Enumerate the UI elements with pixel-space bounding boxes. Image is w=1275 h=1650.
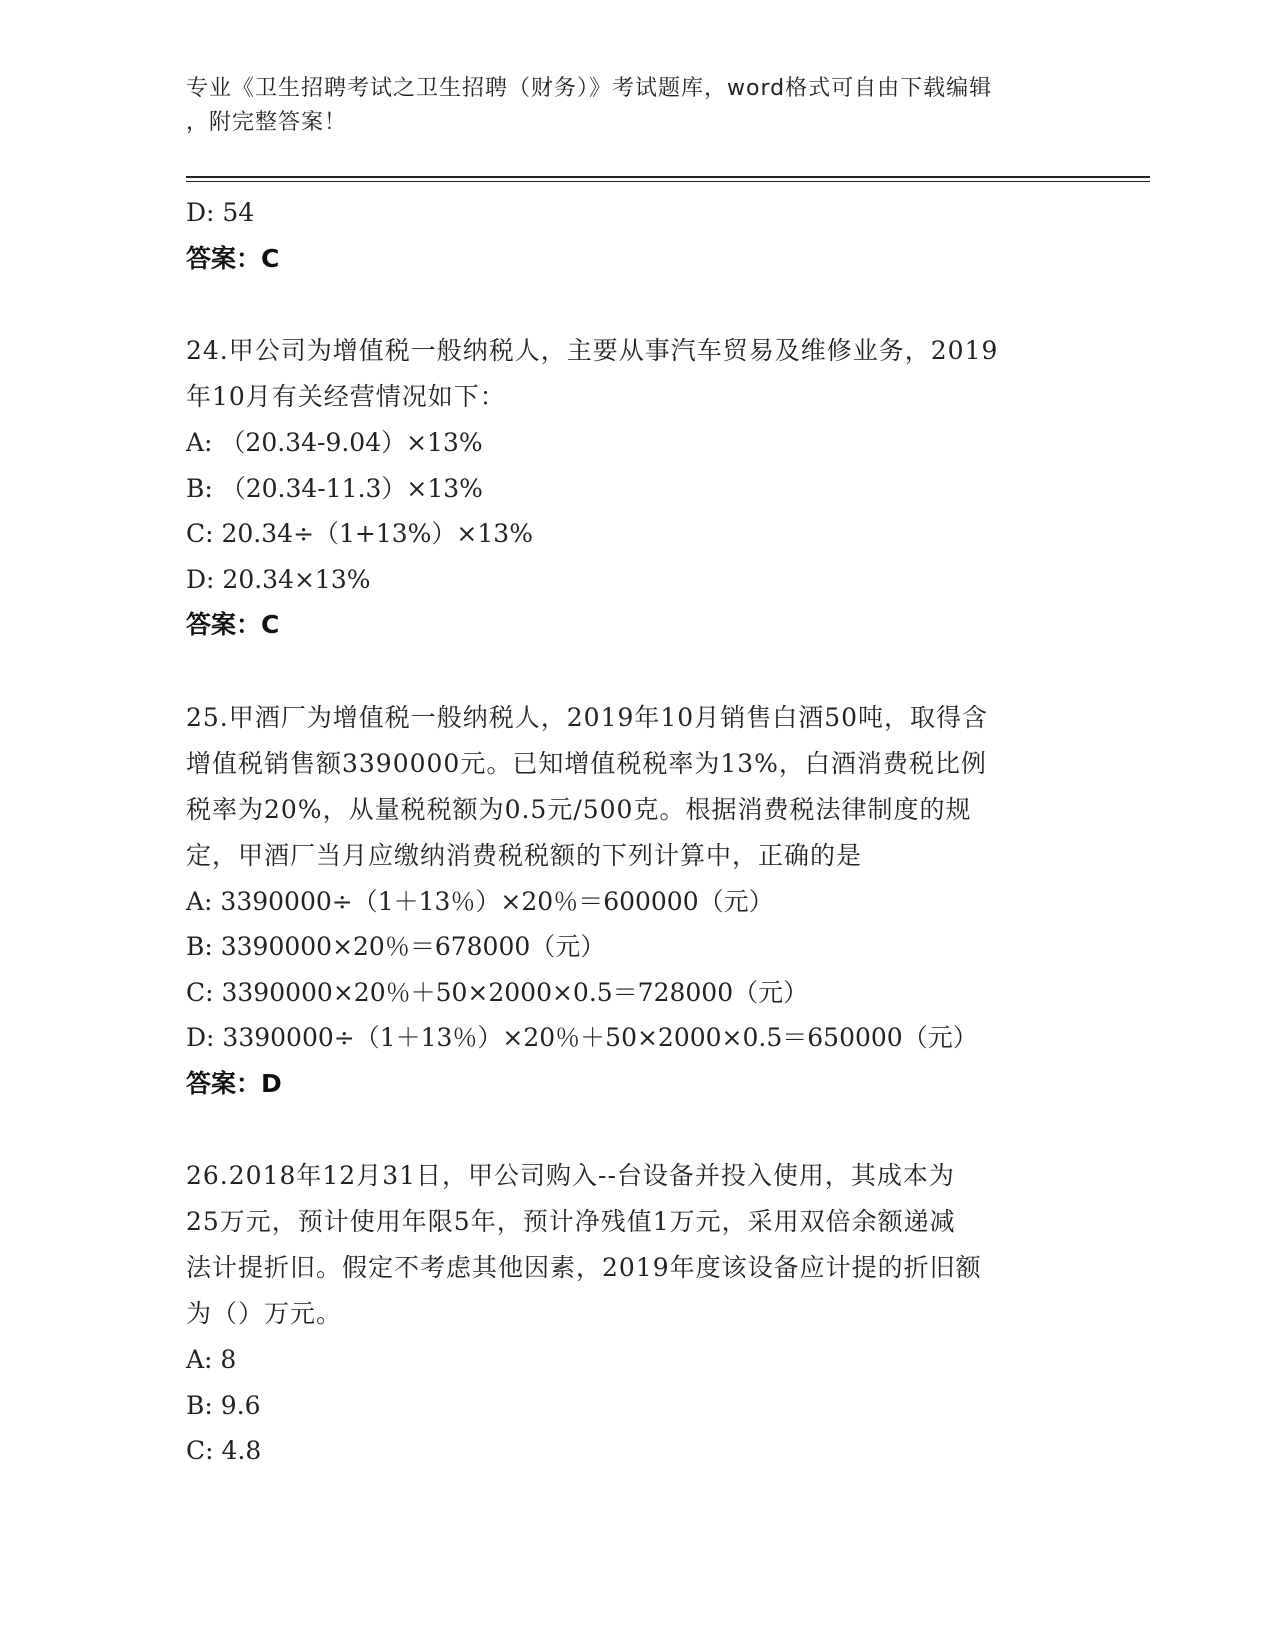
option-d: D: 3390000÷（1＋13％）×20％＋50×2000×0.5＝650000（元）	[186, 1023, 978, 1052]
question-stem-line: 法计提折旧。假定不考虑其他因素，2019年度该设备应计提的折旧额	[186, 1253, 982, 1282]
question-stem-line: 定，甲酒厂当月应缴纳消费税税额的下列计算中，正确的是	[186, 840, 863, 870]
question-stem-line: 25万元，预计使用年限5年，预计净残值1万元，采用双倍余额递减	[186, 1207, 956, 1236]
option-d: D: 54	[186, 198, 255, 227]
option-b: B: 9.6	[186, 1390, 261, 1420]
answer-label: 答案：D	[186, 1068, 282, 1098]
question-stem-line: 25.甲酒厂为增值税一般纳税人，2019年10月销售白酒50吨，取得含	[186, 702, 989, 732]
question-stem-line: 为（）万元。	[186, 1299, 343, 1328]
spacer	[186, 281, 1086, 328]
question-26	[186, 1153, 1086, 1474]
option-d: D: 20.34×13%	[186, 564, 371, 594]
document-body	[186, 190, 1086, 1474]
question-stem-line: 24.甲公司为增值税一般纳税人，主要从事汽车贸易及维修业务，2019	[186, 336, 999, 365]
option-a: A: 3390000÷（1＋13％）×20％＝600000（元）	[186, 886, 774, 916]
spacer	[186, 648, 1086, 695]
header-line-1: 专业《卫生招聘考试之卫生招聘（财务）》考试题库，word格式可自由下载编辑	[186, 76, 993, 101]
header-divider	[186, 176, 1150, 182]
option-a: A: （20.34-9.04）×13%	[186, 428, 483, 457]
question-23-tail	[186, 190, 1086, 281]
document-header	[186, 72, 1076, 140]
question-24	[186, 328, 1086, 648]
spacer	[186, 1106, 1086, 1153]
question-stem-line: 税率为20%，从量税税额为0.5元/500克。根据消费税法律制度的规	[186, 794, 972, 824]
header-line-2: ，附完整答案！	[186, 110, 348, 135]
answer-label: 答案：C	[186, 610, 280, 639]
option-c: C: 4.8	[186, 1436, 262, 1465]
question-25	[186, 695, 1086, 1107]
option-c: C: 20.34÷（1+13%）×13%	[186, 519, 533, 548]
option-b: B: 3390000×20％＝678000（元）	[186, 932, 606, 961]
question-stem-line: 增值税销售额3390000元。已知增值税税率为13%，白酒消费税比例	[186, 748, 987, 778]
option-c: C: 3390000×20％＋50×2000×0.5＝728000（元）	[186, 977, 809, 1007]
answer-label: 答案：C	[186, 243, 280, 273]
option-a: A: 8	[186, 1345, 237, 1374]
question-stem-line: 年10月有关经营情况如下：	[186, 382, 506, 411]
option-b: B: （20.34-11.3）×13%	[186, 473, 483, 503]
question-stem-line: 26.2018年12月31日，甲公司购入--台设备并投入使用，其成本为	[186, 1161, 955, 1190]
